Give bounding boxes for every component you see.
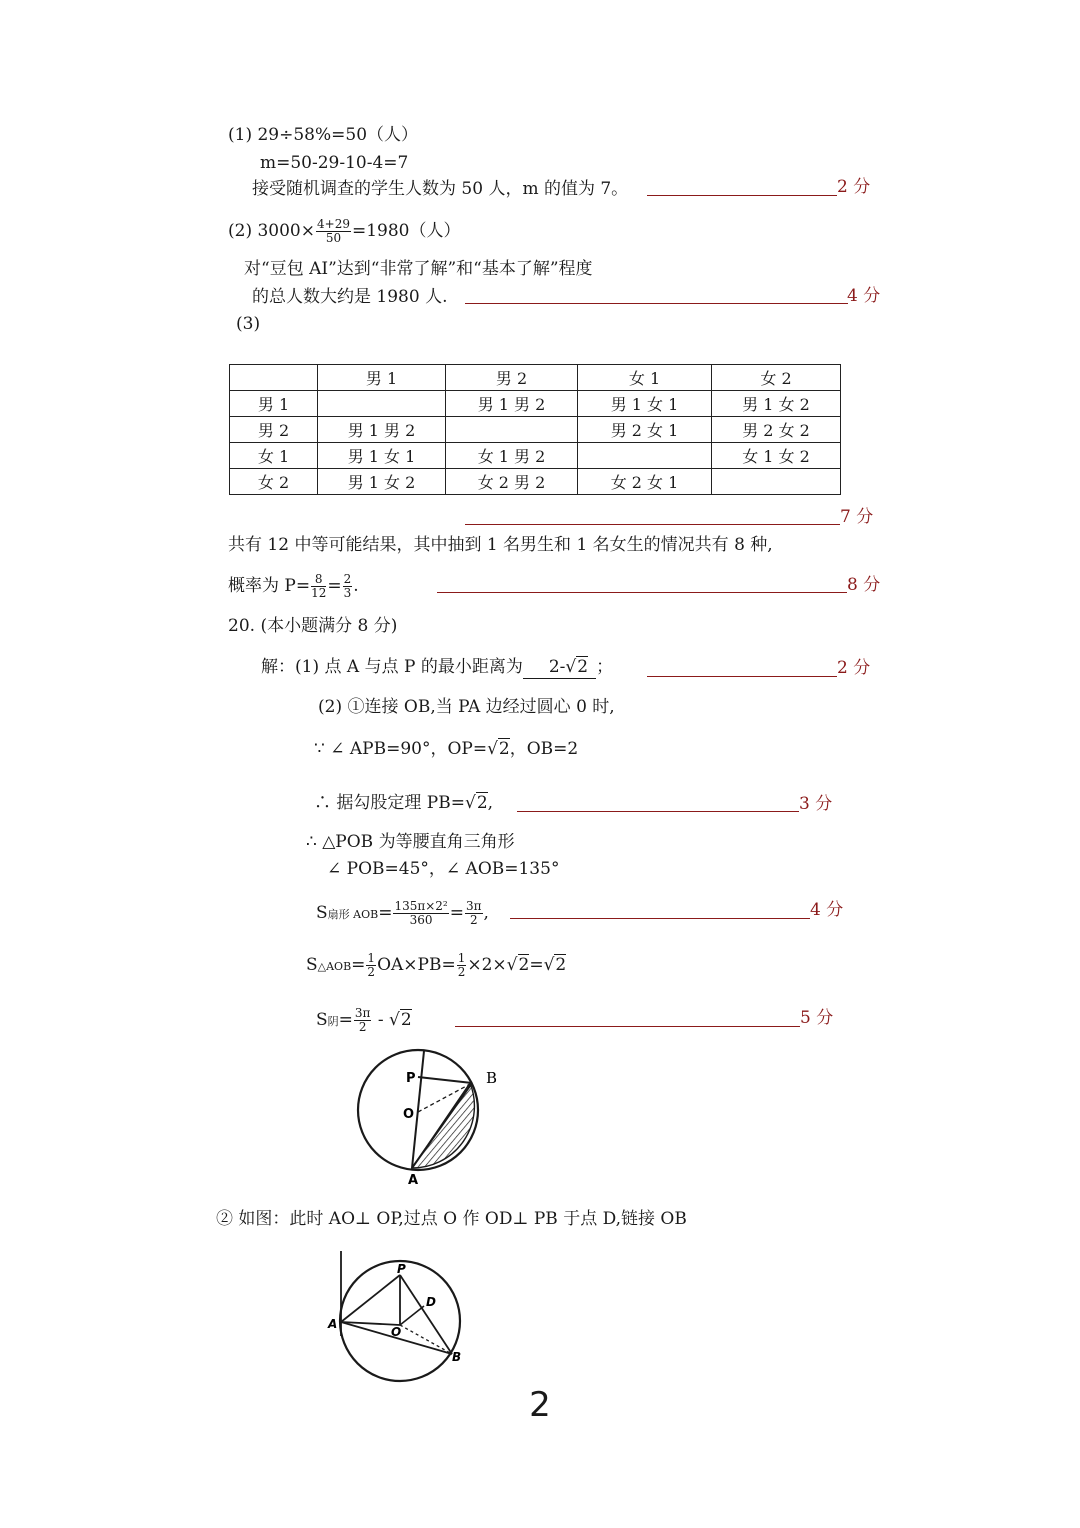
score-line [647, 676, 837, 677]
table-cell: 男 2 女 1 [578, 417, 712, 443]
tri-s: S [306, 955, 318, 975]
table-cell: 男 1 男 2 [318, 417, 446, 443]
outcome-table [229, 364, 841, 495]
q2-fraction [316, 218, 351, 245]
label-o: O [391, 1325, 402, 1339]
segment-ap [341, 1275, 400, 1322]
label-a: A [328, 1317, 338, 1331]
score-line [510, 918, 810, 919]
segment-pb [418, 1077, 472, 1083]
sector-sub: 扇形 AOB [327, 908, 379, 921]
prob-fraction-2 [343, 573, 353, 600]
table-cell [446, 417, 578, 443]
q20-step3: ∴ 据勾股定理 PB=√2, [314, 793, 494, 813]
step3-rad: 2 [476, 793, 488, 813]
q20-step2: ∵ ∠ APB=90°，OP=√2，OB=2 [314, 739, 579, 759]
label-b: B [452, 1350, 462, 1364]
label-p: P [397, 1262, 406, 1276]
table-cell: 男 1 女 2 [318, 469, 446, 495]
step3-post: , [487, 793, 494, 813]
frac-den: 3 [343, 586, 352, 600]
table-cell [318, 391, 446, 417]
sol1-text: 解：(1) 点 A 与点 P 的最小距离为 [261, 657, 523, 677]
q20-sector-area [316, 900, 489, 927]
sector-s: S [316, 903, 328, 923]
table-cell [230, 365, 318, 391]
table-cell: 男 1 [318, 365, 446, 391]
tri-rad2: 2 [555, 955, 567, 975]
shade-rad: 2 [400, 1010, 412, 1030]
frac-den: 2 [358, 1020, 367, 1034]
q3-outcomes: 共有 12 中等可能结果，其中抽到 1 名男生和 1 名女生的情况共有 8 种, [228, 535, 773, 555]
table-row [230, 443, 841, 469]
frac-num: 1 [367, 951, 376, 965]
table-cell: 女 1 男 2 [446, 443, 578, 469]
sector-eq2: = [449, 903, 464, 923]
table-cell: 男 1 男 2 [446, 391, 578, 417]
step2-pre: ∵ ∠ APB=90°，OP= [314, 739, 488, 759]
q2-prefix: (2) 3000× [228, 221, 315, 241]
frac-den: 2 [469, 913, 478, 927]
frac-den: 2 [367, 965, 376, 979]
table-cell: 男 1 女 1 [578, 391, 712, 417]
q20-triangle-area: S△AOB= $\frac{1}{2}$ OA×PB= $\frac{1}{2}$ ×2×√2=√2 [306, 951, 567, 979]
sector-fraction-2 [465, 900, 483, 927]
shade-eq: = [338, 1010, 353, 1030]
q2-suffix: =1980（人） [351, 221, 461, 241]
table-cell [578, 443, 712, 469]
prob-prefix: 概率为 P= [228, 576, 311, 596]
sol1-answer: 2-√2 [523, 656, 596, 679]
sector-end: , [483, 903, 489, 923]
sector-fraction-1 [393, 900, 448, 927]
q20-step5: ∠ POB=45°，∠ AOB=135° [327, 859, 560, 879]
tri-sub: △AOB [317, 960, 352, 973]
score-line [437, 592, 847, 593]
table-row [230, 391, 841, 417]
sector-eq: = [378, 903, 393, 923]
step2-post: ，OB=2 [509, 739, 579, 759]
tri-mid2: ×2× [467, 955, 507, 975]
shade-minus: - [372, 1010, 389, 1030]
tri-rad1: 2 [518, 955, 530, 975]
q20-heading: 20. (本小题满分 8 分) [228, 616, 398, 636]
table-cell: 男 2 [446, 365, 578, 391]
table-cell: 女 2 男 2 [446, 469, 578, 495]
tri-mid: OA×PB= [377, 955, 456, 975]
q1-line1: (1) 29÷58%=50（人） [228, 125, 419, 145]
table-cell: 男 1 女 1 [318, 443, 446, 469]
table-row [230, 417, 841, 443]
prob-end: . [353, 576, 359, 596]
score-line [455, 1026, 800, 1027]
frac-den: 50 [325, 231, 342, 245]
q20-step1: (2) ①连接 OB,当 PA 边经过圆心 0 时, [318, 697, 615, 717]
label-p: P [406, 1071, 416, 1086]
q2-line1 [228, 218, 460, 245]
table-cell: 男 1 [230, 391, 318, 417]
score-label: 8 分 [847, 575, 881, 595]
shade-fraction [354, 1007, 372, 1034]
frac-num: 135π×2² [394, 899, 448, 913]
label-d: D [426, 1295, 436, 1309]
shade-sub: 阴 [327, 1015, 339, 1028]
frac-num: 1 [457, 951, 466, 965]
q2-line2: 对“豆包 AI”达到“非常了解”和“基本了解”程度 [244, 259, 593, 279]
q3-label: (3) [236, 314, 261, 334]
table-cell: 女 1 女 2 [712, 443, 841, 469]
q20-shaded-area: S阴= $\frac{3\pi}{2}$ - √2 [316, 1006, 412, 1034]
frac-num: 8 [311, 573, 326, 587]
q1-line2: m=50-29-10-4=7 [260, 153, 409, 173]
score-line [465, 524, 840, 525]
frac-num: 4+29 [317, 217, 350, 231]
q1-line3: 接受随机调查的学生人数为 50 人，m 的值为 7。 [252, 179, 629, 199]
step2-rad: 2 [498, 739, 510, 759]
q20-sol1 [261, 656, 613, 679]
table-cell: 女 1 [230, 443, 318, 469]
frac-num: 3π [466, 899, 482, 913]
score-line [647, 195, 837, 196]
frac-num: 3π [354, 1006, 371, 1020]
sol1-answer-pre: 2- [548, 657, 566, 677]
q20-step4: ∴ △POB 为等腰直角三角形 [306, 832, 515, 852]
label-o: O [403, 1107, 415, 1122]
table-cell [712, 469, 841, 495]
frac-num: 2 [343, 572, 352, 586]
tri-fraction-1 [366, 952, 376, 979]
score-label: 2 分 [837, 658, 871, 678]
figure-1 [340, 1040, 520, 1190]
step3-pre: ∴ 据勾股定理 PB= [314, 793, 465, 813]
frac-den: 12 [311, 586, 327, 600]
score-line [517, 811, 799, 812]
tri-eq: = [351, 955, 366, 975]
figure-2 [325, 1245, 470, 1390]
shade-s: S [316, 1010, 328, 1030]
segment-ob [400, 1325, 452, 1354]
page-number: 2 [529, 1385, 551, 1425]
score-label: 4 分 [810, 900, 844, 920]
table-cell: 男 2 女 2 [712, 417, 841, 443]
prob-fraction-1 [311, 573, 326, 600]
table-cell: 女 2 女 1 [578, 469, 712, 495]
q3-probability [228, 573, 359, 600]
score-line [465, 303, 848, 304]
table-cell: 男 2 [230, 417, 318, 443]
sol1-answer-rad: 2 [577, 657, 589, 677]
score-label: 7 分 [840, 507, 874, 527]
label-b: B [486, 1069, 498, 1087]
score-label: 5 分 [800, 1008, 834, 1028]
tri-eq2: = [529, 955, 544, 975]
frac-den: 360 [409, 913, 433, 927]
frac-den: 2 [457, 965, 466, 979]
table-cell: 女 2 [712, 365, 841, 391]
q20-case2: ② 如图：此时 AO⊥ OP,过点 O 作 OD⊥ PB 于点 D,链接 OB [216, 1209, 687, 1229]
table-header-row [230, 365, 841, 391]
prob-eq: = [327, 576, 342, 596]
q2-line3: 的总人数大约是 1980 人. [252, 287, 448, 307]
table-row [230, 469, 841, 495]
tri-fraction-2 [457, 952, 467, 979]
sol1-end: ； [596, 657, 614, 677]
score-label: 2 分 [837, 177, 871, 197]
score-label: 4 分 [847, 286, 881, 306]
segment-od [400, 1306, 424, 1325]
table-cell: 男 1 女 2 [712, 391, 841, 417]
table-cell: 女 2 [230, 469, 318, 495]
score-label: 3 分 [799, 794, 833, 814]
table-cell: 女 1 [578, 365, 712, 391]
label-a: A [408, 1173, 419, 1188]
